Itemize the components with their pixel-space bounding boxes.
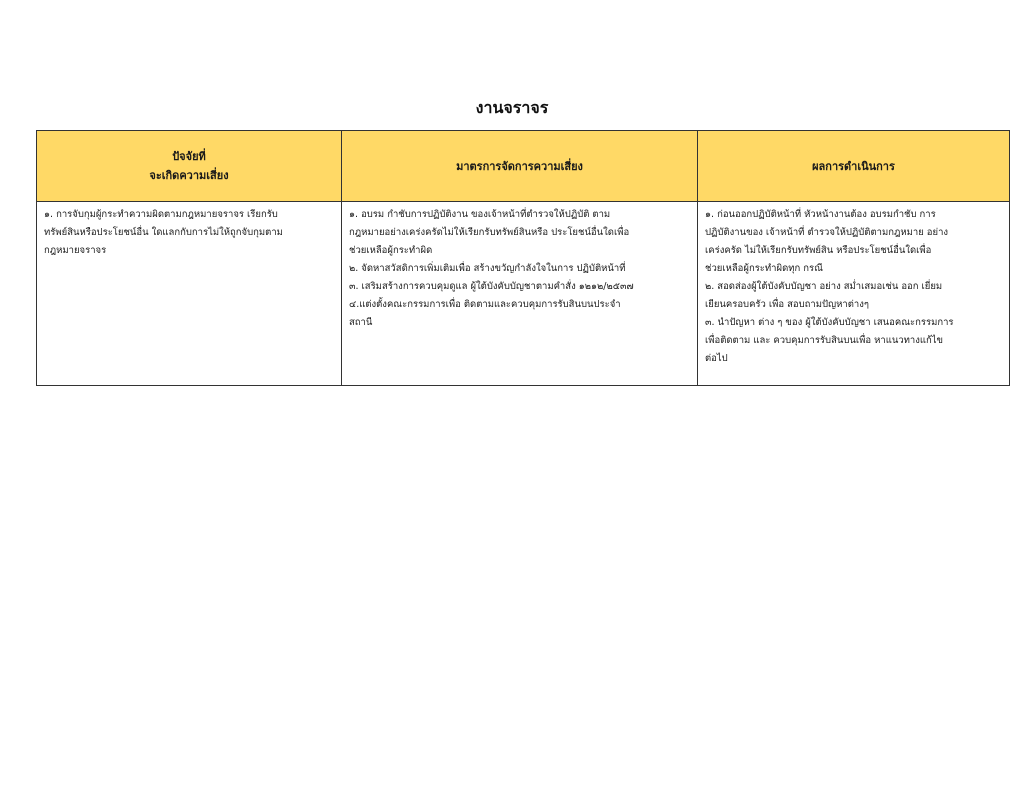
risk-factor-line: ๑. การจับกุมผู้กระทำความผิดตามกฎหมายจราจร เรียกรับ bbox=[44, 209, 278, 220]
measures-line: ๒. จัดหาสวัสดิการเพิ่มเติมเพื่อ สร้างขวัญกำลังใจในการ ปฏิบัติหน้าที่ bbox=[349, 263, 626, 274]
measures-line: ช่วยเหลือผู้กระทำผิด bbox=[349, 245, 433, 256]
page-title: งานจราจร bbox=[475, 98, 549, 117]
measures-line: สถานี bbox=[349, 317, 373, 328]
results-line: เคร่งครัด ไม่ให้เรียกรับทรัพย์สิน หรือประโยชน์อื่นใดเพื่อ bbox=[705, 245, 932, 256]
measures-line: กฎหมายอย่างเคร่งครัดไม่ให้เรียกรับทรัพย์สินหรือ ประโยชน์อื่นใดเพื่อ bbox=[349, 227, 630, 238]
header-measures: มาตรการจัดการความเสี่ยง bbox=[342, 131, 698, 202]
measures-line: ๑. อบรม กำชับการปฏิบัติงาน ของเจ้าหน้าที่ตำรวจให้ปฏิบัติ ตาม bbox=[349, 209, 611, 220]
cell-results bbox=[698, 202, 1010, 386]
results-line: ปฏิบัติงานของ เจ้าหน้าที่ ตำรวจให้ปฏิบัติตามกฎหมาย อย่าง bbox=[705, 227, 949, 238]
header-results: ผลการดำเนินการ bbox=[698, 131, 1010, 202]
risk-management-table bbox=[36, 130, 1010, 386]
results-line: ช่วยเหลือผู้กระทำผิดทุก กรณี bbox=[705, 263, 823, 274]
table-row bbox=[37, 202, 1010, 386]
measures-line: ๔.แต่งตั้งคณะกรรมการเพื่อ ติดตามและควบคุมการรับสินบนประจำ bbox=[349, 299, 621, 310]
cell-risk-factor bbox=[37, 202, 342, 386]
risk-factor-line: ทรัพย์สินหรือประโยชน์อื่น ใดแลกกับการไม่ให้ถูกจับกุมตาม bbox=[44, 227, 283, 238]
measures-line: ๓. เสริมสร้างการควบคุมดูแล ผู้ใต้บังคับบัญชาตามคำสั่ง ๑๒๑๒/๒๕๓๗ bbox=[349, 281, 634, 292]
results-line: เยียนครอบครัว เพื่อ สอบถามปัญหาต่างๆ bbox=[705, 299, 869, 310]
risk-factor-line: กฎหมายจราจร bbox=[44, 245, 107, 256]
cell-measures bbox=[342, 202, 698, 386]
header-risk-factor-line1: ปัจจัยที่ bbox=[172, 150, 206, 163]
results-line: ๑. ก่อนออกปฏิบัติหน้าที่ หัวหน้างานต้อง อบรมกำชับ การ bbox=[705, 209, 936, 220]
results-line: ต่อไป bbox=[705, 353, 728, 364]
results-line: ๓. นำปัญหา ต่าง ๆ ของ ผู้ใต้บังคับบัญชา เสนอคณะกรรมการ bbox=[705, 317, 954, 328]
header-risk-factor bbox=[37, 131, 342, 202]
results-line: ๒. สอดส่องผู้ใต้บังคับบัญชา อย่าง สม่ำเสมอเช่น ออก เยี่ยม bbox=[705, 281, 943, 292]
header-risk-factor-line2: จะเกิดความเสี่ยง bbox=[149, 169, 229, 182]
results-line: เพื่อติดตาม และ ควบคุมการรับสินบนเพื่อ หาแนวทางแก้ไข bbox=[705, 335, 944, 346]
table-header-row bbox=[37, 131, 1010, 202]
